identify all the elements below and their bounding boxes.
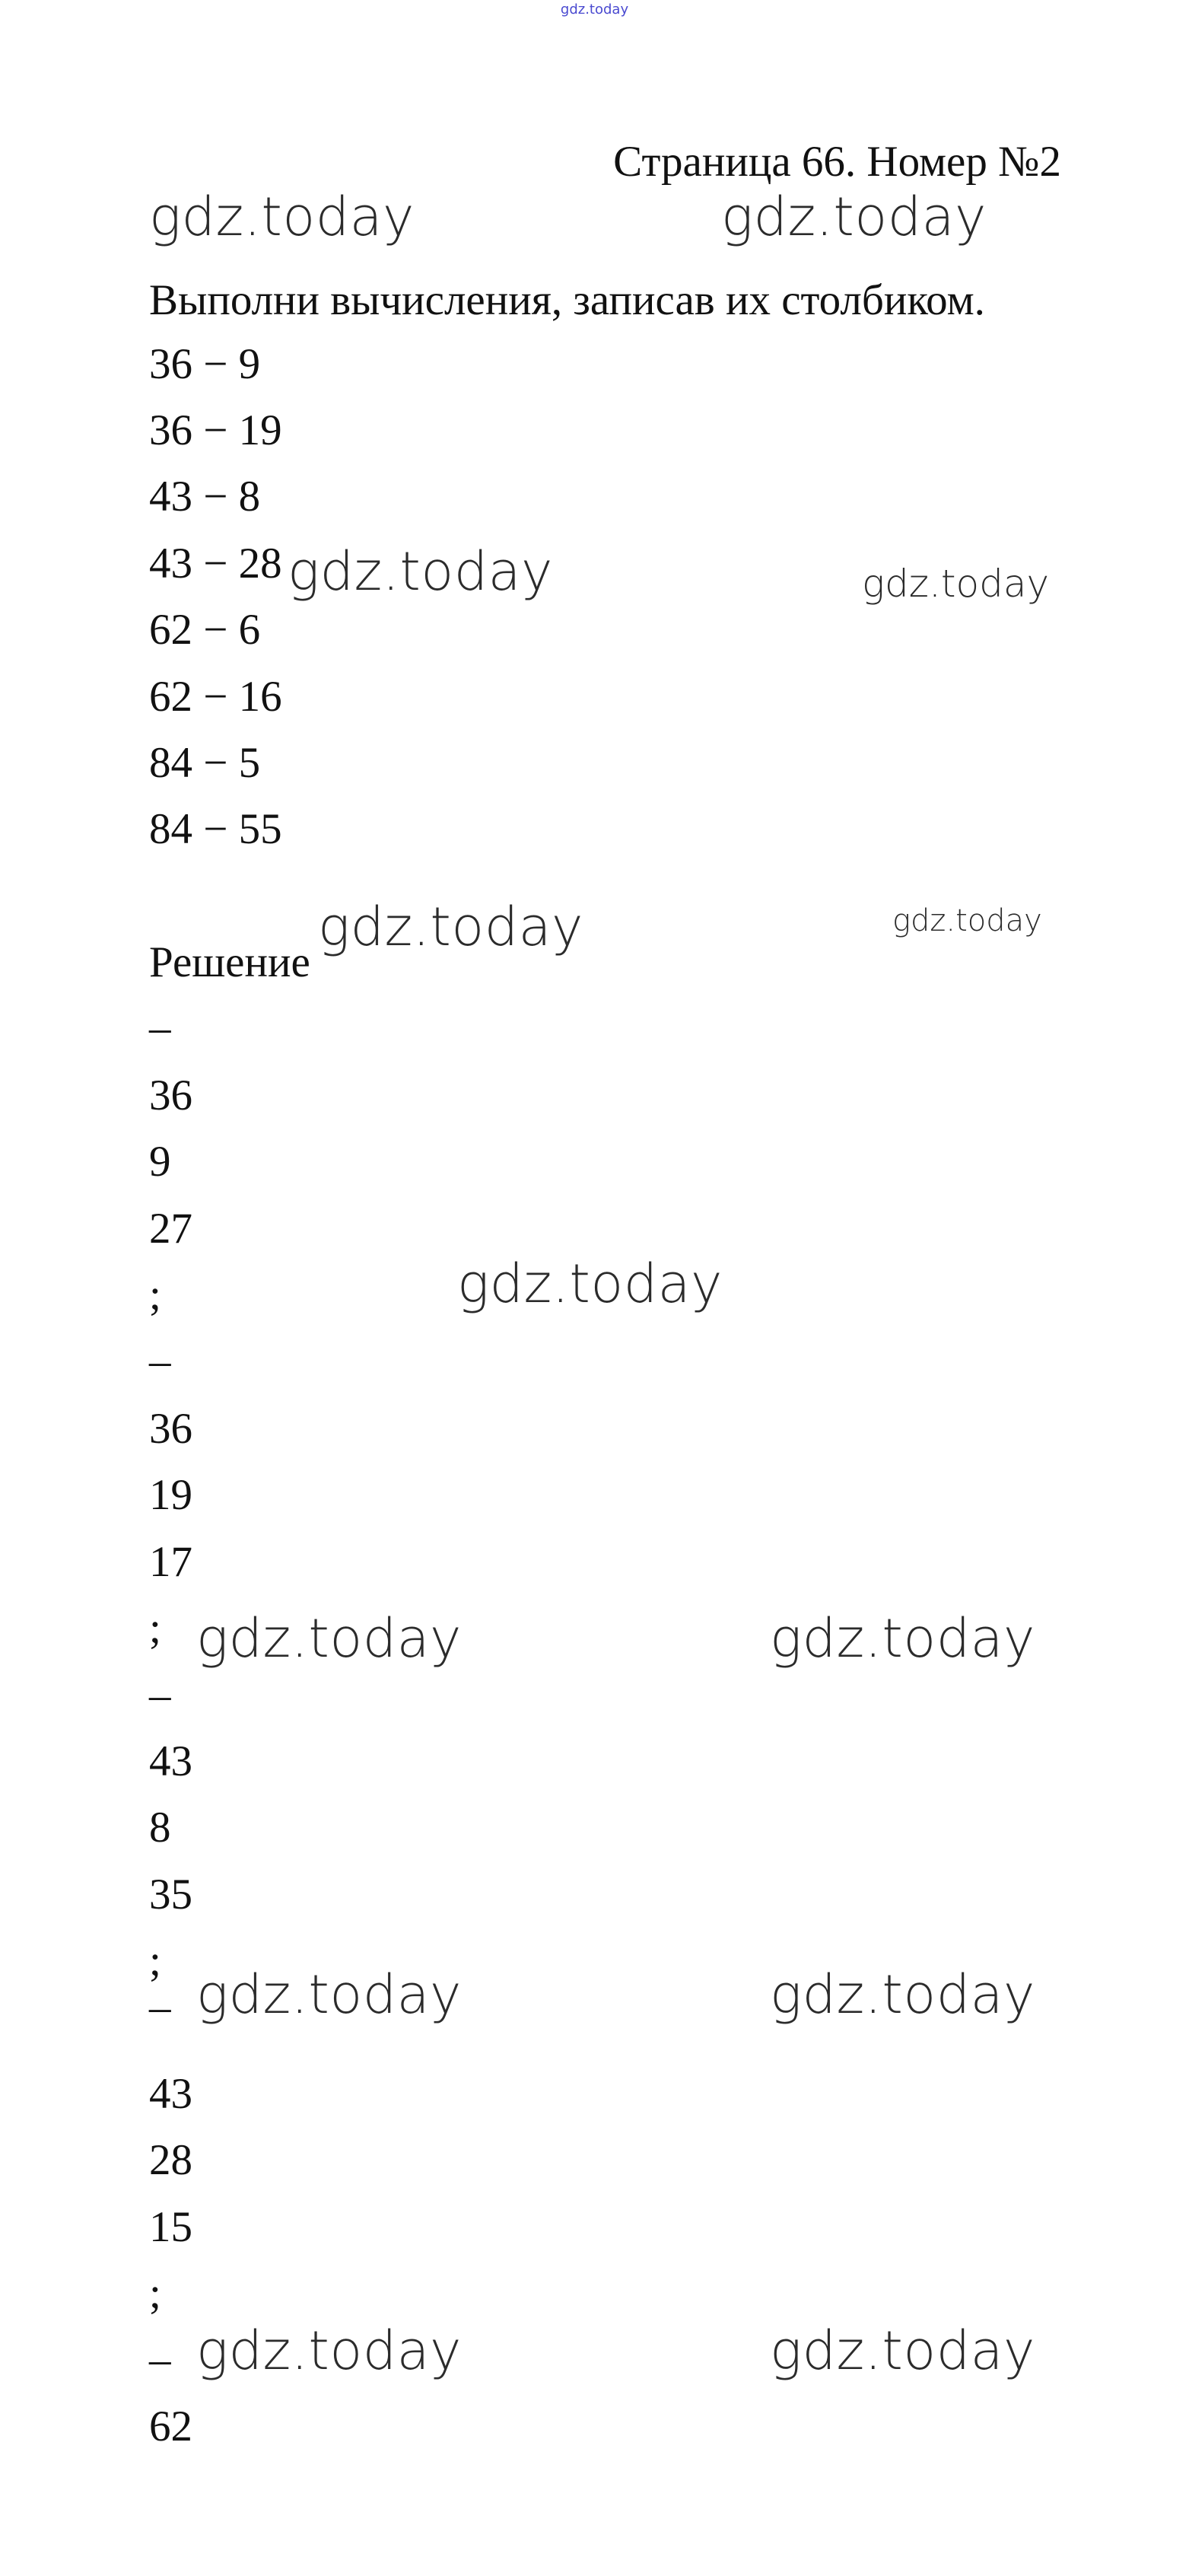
solution-line: 9 bbox=[149, 1138, 171, 1186]
solution-line: 36 bbox=[149, 1405, 192, 1453]
solution-line: ; bbox=[149, 1604, 161, 1652]
site-tag: gdz.today bbox=[560, 2, 629, 18]
solution-line: – bbox=[149, 1004, 171, 1052]
solution-line: ; bbox=[149, 1271, 161, 1319]
problem-line: 36 − 19 bbox=[149, 406, 282, 454]
solution-line: 43 bbox=[149, 2070, 192, 2118]
solution-line: – bbox=[149, 2336, 171, 2383]
watermark: gdz.today bbox=[196, 1607, 462, 1670]
solution-line: 8 bbox=[149, 1804, 171, 1852]
watermark: gdz.today bbox=[196, 2320, 462, 2382]
solution-line: 17 bbox=[149, 1538, 192, 1586]
solution-line: 27 bbox=[149, 1205, 192, 1253]
watermark: gdz.today bbox=[862, 562, 1050, 606]
problem-line: 84 − 5 bbox=[149, 739, 261, 787]
problem-line: 43 − 8 bbox=[149, 473, 261, 521]
page-heading: Страница 66. Номер №2 bbox=[613, 138, 1061, 186]
watermark: gdz.today bbox=[770, 1607, 1035, 1670]
solution-line: 15 bbox=[149, 2203, 192, 2251]
task-text: Выполни вычисления, записав их столбиком. bbox=[149, 276, 985, 324]
solution-line: – bbox=[149, 1337, 171, 1385]
solution-line: 43 bbox=[149, 1737, 192, 1785]
problem-line: 43 − 28 bbox=[149, 540, 282, 587]
solution-line: 28 bbox=[149, 2136, 192, 2184]
problem-line: 36 − 9 bbox=[149, 340, 261, 388]
watermark: gdz.today bbox=[770, 2320, 1035, 2382]
watermark: gdz.today bbox=[196, 1963, 462, 2026]
solution-line: 35 bbox=[149, 1871, 192, 1918]
solution-line: – bbox=[149, 1983, 171, 2031]
watermark: gdz.today bbox=[288, 540, 553, 603]
watermark: gdz.today bbox=[770, 1963, 1035, 2026]
watermark: gdz.today bbox=[149, 186, 415, 248]
solution-line: 62 bbox=[149, 2402, 192, 2450]
solution-label: Решение bbox=[149, 938, 310, 986]
solution-line: 19 bbox=[149, 1471, 192, 1519]
problem-line: 84 − 55 bbox=[149, 805, 282, 853]
watermark: gdz.today bbox=[721, 186, 987, 248]
watermark: gdz.today bbox=[892, 903, 1042, 938]
solution-line: – bbox=[149, 1671, 171, 1719]
watermark: gdz.today bbox=[318, 896, 583, 958]
solution-line: ; bbox=[149, 2269, 161, 2317]
solution-line: 36 bbox=[149, 1071, 192, 1119]
problem-line: 62 − 6 bbox=[149, 606, 261, 654]
solution-line: ; bbox=[149, 1937, 161, 1985]
problem-line: 62 − 16 bbox=[149, 673, 282, 721]
watermark: gdz.today bbox=[457, 1253, 723, 1315]
